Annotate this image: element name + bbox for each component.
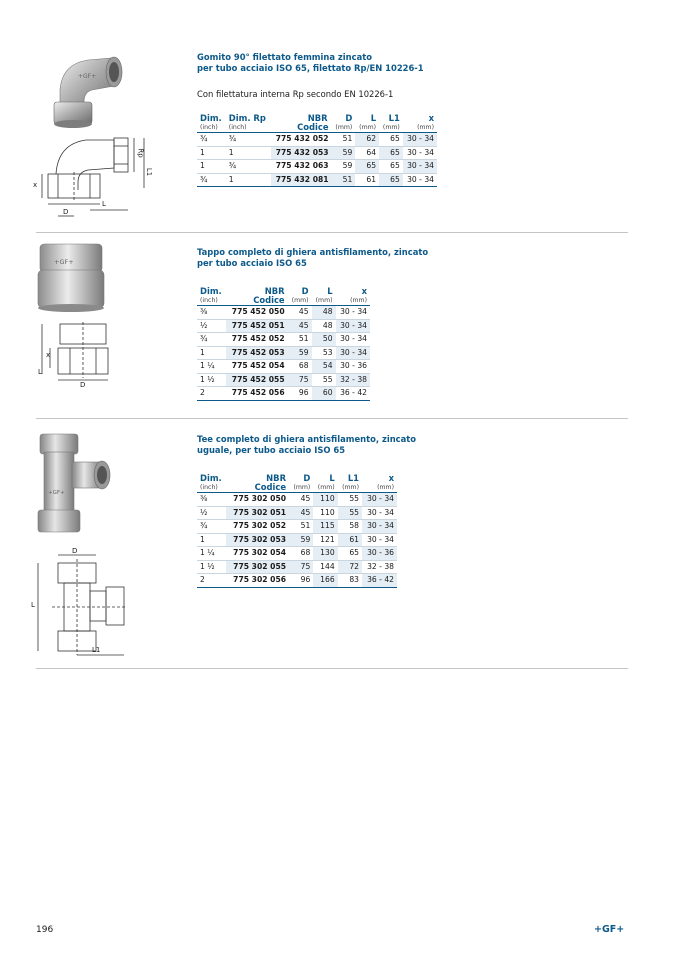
unit: (mm) <box>332 123 356 133</box>
cell-x: 30 - 34 <box>403 160 437 174</box>
col-l1: L1 <box>388 113 400 123</box>
col-l: L <box>329 473 335 483</box>
cell-code: 775 432 081 <box>271 173 332 187</box>
col-codice: Codice <box>271 123 332 133</box>
cell-dim: ¾ <box>200 174 208 184</box>
cell-dim: ⅜ <box>200 307 208 316</box>
product-cap-photo <box>36 242 106 318</box>
cell-d: 51 <box>342 134 353 143</box>
cell-l: 144 <box>320 561 335 571</box>
cell-d: 68 <box>300 548 311 557</box>
cell-l: 115 <box>313 520 337 534</box>
cell-x: 30 - 36 <box>340 361 367 370</box>
table-row <box>197 533 397 547</box>
cell-dim-rp: 1 <box>228 147 234 157</box>
cell-dim: 1 <box>200 161 205 170</box>
unit: (mm) <box>403 123 437 133</box>
drawing-label-d: D <box>80 381 86 389</box>
cell-code: 775 452 056 <box>231 388 285 397</box>
cell-l1: 61 <box>338 533 362 547</box>
cell-code: 775 452 051 <box>226 319 288 333</box>
cell-x: 30 - 34 <box>362 520 397 534</box>
col-nbr: NBR <box>307 113 328 123</box>
cell-x: 30 - 36 <box>362 547 397 561</box>
table-row <box>197 547 397 561</box>
unit: (inch) <box>226 123 271 133</box>
table-row <box>197 574 397 588</box>
cell-l: 62 <box>355 133 379 147</box>
elbow-title-line1: Gomito 90° filettato femmina zincato <box>197 52 373 62</box>
cell-x: 30 - 34 <box>340 334 367 343</box>
section-divider <box>36 232 628 233</box>
cell-dim: ½ <box>200 507 208 517</box>
cell-l: 110 <box>313 493 337 507</box>
cell-dim: 1 <box>200 147 205 157</box>
drawing-label-l1: L1 <box>145 167 154 177</box>
unit: (mm) <box>313 483 337 493</box>
cell-dim: ¾ <box>200 334 208 343</box>
col-codice: Codice <box>226 483 289 493</box>
cell-code: 775 432 053 <box>271 146 332 160</box>
table-row <box>197 146 437 160</box>
tee-title-line2: uguale, per tubo acciaio ISO 65 <box>197 445 346 455</box>
col-x: x <box>428 113 434 123</box>
drawing-label-d: D <box>72 547 78 555</box>
col-l1: L1 <box>347 473 359 483</box>
unit: (mm) <box>288 296 312 306</box>
cell-x: 32 - 38 <box>367 561 394 571</box>
drawing-label-rp: Rp <box>136 148 145 158</box>
cell-x: 30 - 34 <box>403 133 437 147</box>
cell-code: 775 302 056 <box>233 575 287 584</box>
elbow-title <box>197 52 424 74</box>
col-dim: Dim. <box>200 113 222 123</box>
cell-d: 51 <box>332 173 356 187</box>
cell-code: 775 452 052 <box>231 334 285 343</box>
drawing-label-l1: L1 <box>92 646 101 654</box>
table-row <box>197 560 397 574</box>
drawing-label-l: L <box>38 368 42 376</box>
unit: (mm) <box>336 296 370 306</box>
cell-d: 75 <box>289 560 313 574</box>
cell-d: 59 <box>342 161 353 170</box>
cell-d: 45 <box>298 307 309 316</box>
page-number: 196 <box>36 925 54 935</box>
table-row <box>197 360 370 374</box>
cell-dim-rp: ¾ <box>228 134 237 143</box>
tee-title <box>197 434 416 456</box>
cell-d: 51 <box>298 334 309 343</box>
cell-d: 45 <box>288 319 312 333</box>
unit: (inch) <box>197 123 226 133</box>
elbow-subtitle: Con filettatura interna Rp secondo EN 10226-1 <box>197 89 394 99</box>
col-l: L <box>370 113 377 123</box>
cell-code: 775 452 053 <box>226 346 288 360</box>
cell-code: 775 452 050 <box>231 307 285 316</box>
cell-l: 64 <box>366 147 377 157</box>
table-row <box>197 387 370 401</box>
cell-l: 130 <box>313 547 337 561</box>
cell-dim: 1 <box>200 347 205 357</box>
cell-l: 54 <box>312 360 336 374</box>
cap-title-line2: per tubo acciaio ISO 65 <box>197 258 307 268</box>
table-row <box>197 373 370 387</box>
tee-table <box>197 473 397 588</box>
cell-d: 96 <box>300 575 311 584</box>
unit: (mm) <box>312 296 336 306</box>
svg-text:+GF+: +GF+ <box>54 258 74 266</box>
table-row <box>197 173 437 187</box>
elbow-table <box>197 113 437 187</box>
tee-technical-drawing <box>30 545 130 661</box>
cell-dim: ¾ <box>200 134 208 143</box>
col-x: x <box>388 473 394 483</box>
cell-l1: 55 <box>349 494 359 503</box>
cell-dim: ½ <box>200 320 208 330</box>
cell-d: 45 <box>289 506 313 520</box>
cell-code: 775 302 053 <box>226 533 289 547</box>
cell-l: 110 <box>320 507 335 517</box>
col-nbr: NBR <box>264 286 285 296</box>
section-divider <box>36 418 628 419</box>
cell-dim: 1 ½ <box>200 561 215 571</box>
table-row <box>197 506 397 520</box>
cell-code: 775 302 054 <box>233 548 287 557</box>
cell-x: 30 - 34 <box>336 346 370 360</box>
unit: (mm) <box>289 483 313 493</box>
cell-x: 36 - 42 <box>362 574 397 588</box>
col-d: D <box>345 113 353 123</box>
table-row <box>197 319 370 333</box>
product-elbow-photo <box>48 50 128 136</box>
elbow-technical-drawing <box>30 132 160 228</box>
cell-dim: 1 ½ <box>200 374 215 384</box>
cell-x: 30 - 34 <box>340 307 367 316</box>
cell-dim-rp: 1 <box>228 174 234 184</box>
col-nbr: NBR <box>266 473 287 483</box>
cell-d: 59 <box>288 346 312 360</box>
cell-code: 775 302 055 <box>226 560 289 574</box>
cell-code: 775 452 055 <box>226 373 288 387</box>
cell-l: 60 <box>312 387 336 401</box>
cell-dim-rp: ¾ <box>228 161 237 170</box>
cell-l: 48 <box>322 320 333 330</box>
unit: (mm) <box>362 483 397 493</box>
cell-l1: 83 <box>349 575 359 584</box>
cell-dim: 2 <box>200 575 205 584</box>
table-row <box>197 346 370 360</box>
cell-dim: 2 <box>200 388 205 397</box>
cell-l: 48 <box>312 306 336 320</box>
cell-d: 96 <box>298 388 309 397</box>
svg-text:+GF+: +GF+ <box>78 73 97 80</box>
section-divider <box>36 668 628 669</box>
cell-l1: 65 <box>349 548 359 557</box>
cell-code: 775 452 054 <box>231 361 285 370</box>
cell-l: 53 <box>322 347 333 357</box>
drawing-label-x: x <box>33 181 38 189</box>
gf-logo: +GF+ <box>594 924 625 935</box>
table-row <box>197 493 397 507</box>
cell-d: 75 <box>288 373 312 387</box>
tee-title-line1: Tee completo di ghiera antisfilamento, zincato <box>197 434 417 444</box>
cell-dim: ⅜ <box>200 494 208 503</box>
cell-dim: ¾ <box>200 521 208 530</box>
table-row <box>197 306 370 320</box>
col-dim-rp: Dim. Rp <box>228 113 266 123</box>
cell-l1: 65 <box>390 161 400 170</box>
unit: (inch) <box>197 483 226 493</box>
drawing-label-l: L <box>31 601 35 609</box>
product-tee-photo <box>34 432 114 540</box>
cell-l: 121 <box>320 534 335 544</box>
col-dim: Dim. <box>200 473 222 483</box>
col-l: L <box>327 286 333 296</box>
cell-d: 45 <box>300 494 311 503</box>
cell-x: 30 - 34 <box>407 147 434 157</box>
drawing-label-d: D <box>63 208 69 216</box>
cell-code: 775 302 051 <box>226 506 289 520</box>
cell-l1: 58 <box>349 521 359 530</box>
cell-x: 32 - 38 <box>336 373 370 387</box>
cell-code: 775 302 052 <box>233 521 287 530</box>
table-row <box>197 133 437 147</box>
cell-x: 30 - 34 <box>367 534 394 544</box>
cell-dim: 1 <box>200 534 205 544</box>
col-x: x <box>361 286 367 296</box>
col-dim: Dim. <box>200 286 222 296</box>
cell-l: 65 <box>355 160 379 174</box>
cell-x: 30 - 34 <box>367 507 394 517</box>
cell-d: 51 <box>300 521 311 530</box>
cell-x: 30 - 34 <box>362 493 397 507</box>
cell-d: 68 <box>298 361 309 370</box>
cell-x: 36 - 42 <box>340 388 367 397</box>
unit: (mm) <box>338 483 362 493</box>
cell-code: 775 432 052 <box>275 134 329 143</box>
cell-l: 50 <box>312 333 336 347</box>
cell-l: 55 <box>322 374 333 384</box>
col-d: D <box>303 473 311 483</box>
cap-title-line1: Tappo completo di ghiera antisfilamento, zincato <box>197 247 429 257</box>
svg-text:+GF+: +GF+ <box>48 490 65 496</box>
cell-l: 61 <box>366 174 377 184</box>
cell-l1: 65 <box>390 134 400 143</box>
cell-x: 30 - 34 <box>336 319 370 333</box>
cell-x: 30 - 34 <box>407 174 434 184</box>
cap-technical-drawing <box>36 320 116 398</box>
table-row <box>197 333 370 347</box>
unit: (mm) <box>379 123 403 133</box>
cell-l1: 55 <box>338 506 362 520</box>
unit: (mm) <box>355 123 379 133</box>
cell-dim: 1 ¼ <box>200 548 215 557</box>
drawing-label-x: x <box>46 351 51 359</box>
cell-l1: 65 <box>379 146 403 160</box>
cell-d: 59 <box>332 146 356 160</box>
cap-table <box>197 286 370 401</box>
table-row <box>197 160 437 174</box>
cell-l1: 65 <box>379 173 403 187</box>
cell-l1: 72 <box>338 560 362 574</box>
col-codice: Codice <box>226 296 288 306</box>
cell-code: 775 302 050 <box>233 494 287 503</box>
unit: (inch) <box>197 296 226 306</box>
drawing-label-l: L <box>102 200 106 208</box>
elbow-title-line2: per tubo acciaio ISO 65, filettato Rp/EN 10226-1 <box>197 63 424 73</box>
cell-d: 59 <box>289 533 313 547</box>
cap-title <box>197 247 428 269</box>
table-row <box>197 520 397 534</box>
cell-code: 775 432 063 <box>275 161 329 170</box>
col-d: D <box>301 286 309 296</box>
cell-l: 166 <box>313 574 337 588</box>
cell-dim: 1 ¼ <box>200 361 215 370</box>
